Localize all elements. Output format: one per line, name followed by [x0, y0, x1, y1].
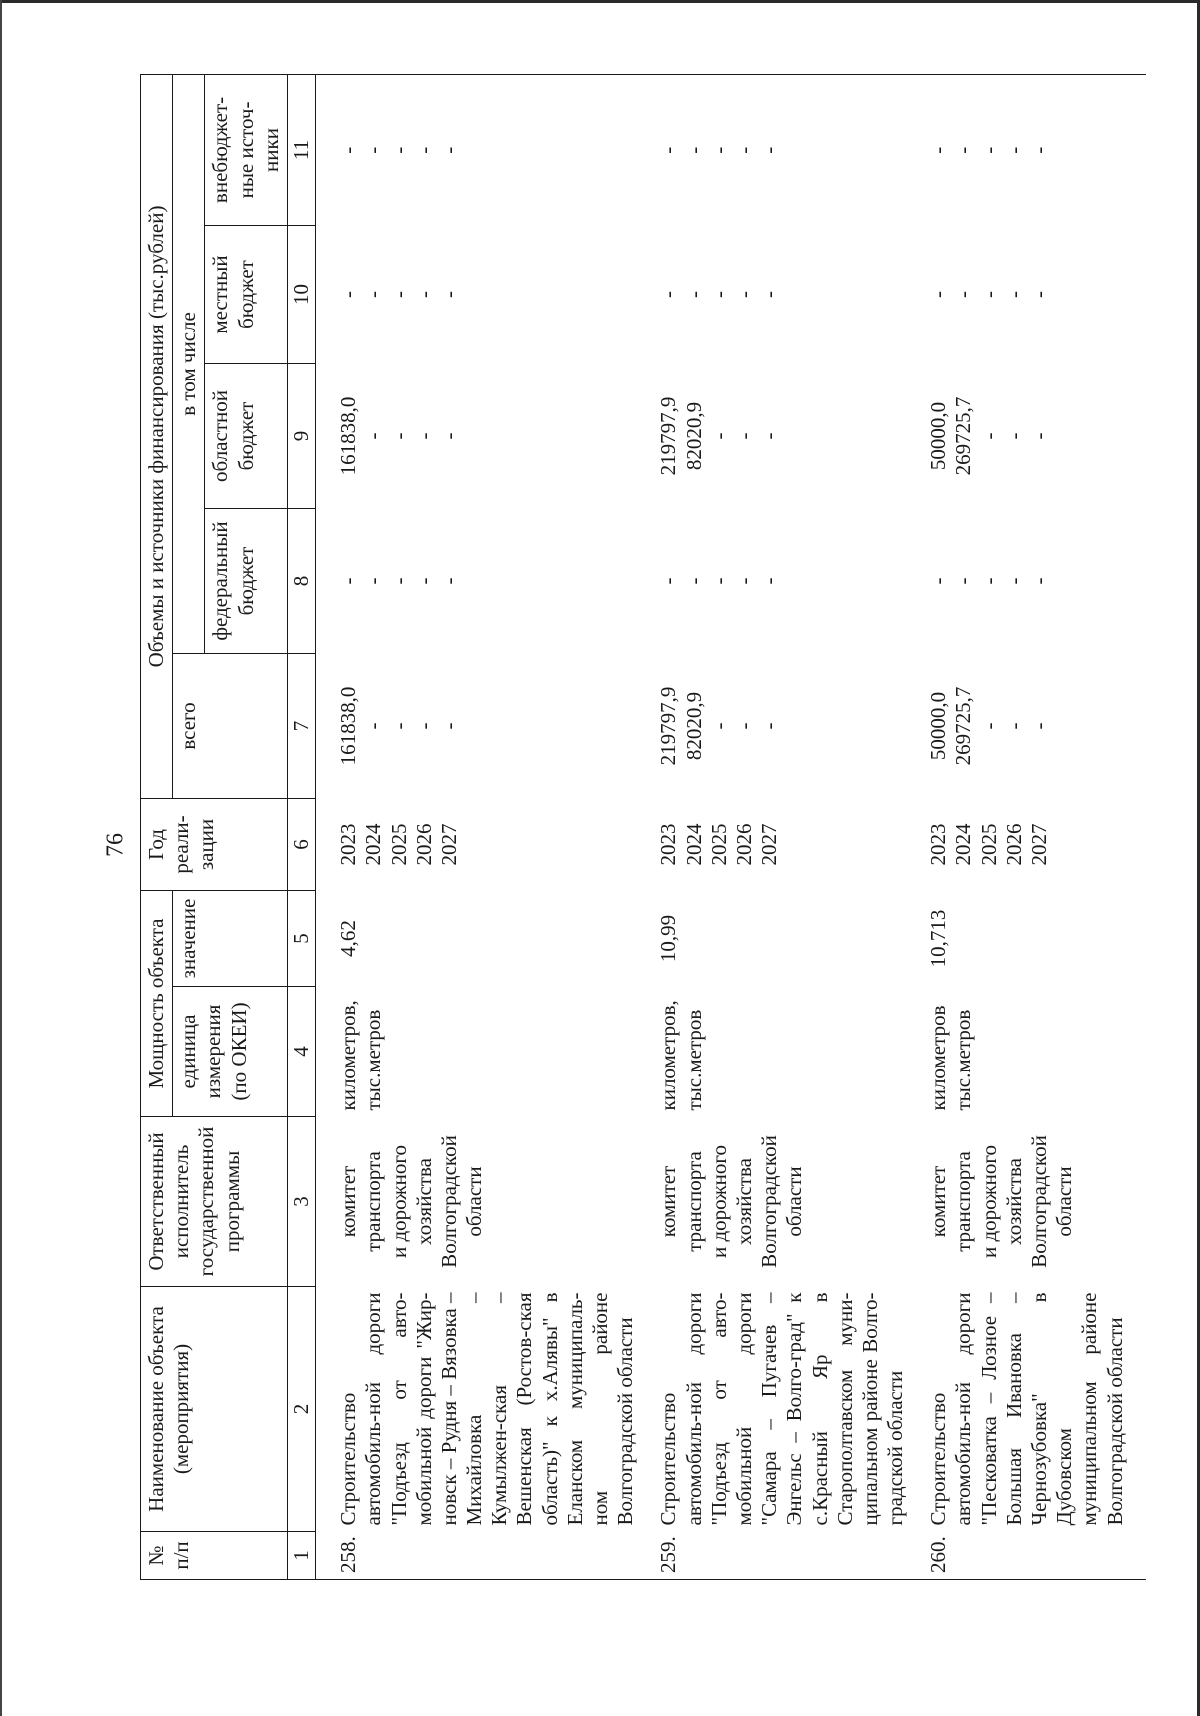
extra-value: - [706, 146, 731, 154]
column-number: 2 [287, 1287, 315, 1532]
extra-value: - [386, 146, 411, 154]
local-cell [926, 226, 1146, 364]
capacity-value: 10,713 [926, 909, 951, 968]
total-value: - [411, 722, 436, 730]
extra-value: - [731, 146, 756, 154]
header-including: в том числе [173, 74, 205, 653]
capacity-unit: километров, тыс.метров [656, 1000, 706, 1111]
column-number: 4 [287, 987, 315, 1117]
scan-edge-left [0, 0, 2, 1716]
regional-value: - [706, 432, 731, 440]
column-number: 10 [287, 226, 315, 364]
header-unit: единица измерения (по ОКЕИ) [173, 987, 288, 1117]
column-number: 1 [287, 1532, 315, 1580]
years-cell [316, 799, 657, 891]
executor: комитет транспорта и дорожного хозяйства Волгоградской области [656, 1135, 807, 1268]
year-value: 2026 [731, 823, 756, 866]
federal-value: - [926, 577, 951, 585]
extra-cell [316, 74, 657, 225]
federal-value: - [681, 577, 706, 585]
total-value: - [1027, 722, 1051, 730]
federal-cell [656, 509, 926, 654]
row-number: 258. [316, 1532, 657, 1580]
regional-value: 161838,0 [336, 396, 361, 476]
financing-table [140, 74, 1146, 1580]
capacity-unit: километров тыс.метров [926, 1005, 976, 1111]
column-number: 9 [287, 364, 315, 509]
year-value: 2024 [361, 823, 386, 866]
executor: комитет транспорта и дорожного хозяйства Волгоградской области [926, 1135, 1077, 1268]
total-value: - [731, 722, 756, 730]
object-name: Строительство автомобиль-ной дороги "Подъезд от авто-мобильной дороги "Жир-новск – Рудня – Вязовка – Михайловка – Кумылжен-ская – Вешенская (Ростов-ская область)" к х.Алявы" в Еланском муниципаль-ном районе Волгоградской области [336, 1292, 638, 1526]
column-number: 8 [287, 509, 315, 654]
local-cell [316, 226, 657, 364]
year-value: 2027 [1027, 823, 1051, 866]
header-financing: Объемы и источники финансирования (тыс.рублей) [141, 74, 173, 798]
year-value: 2026 [1001, 823, 1026, 866]
year-value: 2023 [336, 823, 361, 866]
federal-value: - [731, 577, 756, 585]
header-no: № п/п [141, 1532, 288, 1580]
year-value: 2025 [976, 823, 1001, 866]
header-capacity: Мощность объекта [141, 891, 173, 1117]
column-number: 11 [287, 74, 315, 225]
row-number: 259. [656, 1532, 926, 1580]
total-value: 161838,0 [336, 686, 361, 766]
total-cell [316, 654, 657, 799]
total-cell [926, 654, 1146, 799]
capacity-value: 4,62 [336, 920, 361, 957]
header-regional: областной бюджет [205, 364, 288, 509]
total-value: 50000,0 [926, 691, 951, 761]
total-value: - [386, 722, 411, 730]
total-value: - [436, 722, 461, 730]
local-value: - [1001, 291, 1026, 298]
extra-cell [926, 74, 1146, 225]
local-value: - [926, 291, 951, 298]
local-value: - [951, 291, 976, 298]
local-value: - [757, 291, 782, 298]
header-year: Год реали- зации [141, 799, 288, 891]
page-number: 76 [102, 833, 129, 857]
column-number: 5 [287, 891, 315, 987]
regional-value: - [1027, 432, 1051, 440]
local-value: - [436, 291, 461, 298]
capacity-unit: километров, тыс.метров [336, 1000, 386, 1111]
federal-cell [316, 509, 657, 654]
local-value: - [336, 291, 361, 298]
object-name: Строительство автомобиль-ной дороги "Подъезд от авто-мобильной дороги "Самара – Пугачев – Энгельс – Волго-град" к с.Красный Яр в Старополтавском муни-ципальном районе Волго-градской области [656, 1292, 908, 1526]
executor: комитет транспорта и дорожного хозяйства Волгоградской области [336, 1135, 487, 1268]
table-row [656, 74, 926, 1579]
rotated-table-wrapper [140, 75, 1200, 1580]
federal-value: - [951, 577, 976, 585]
federal-cell [926, 509, 1146, 654]
table-header [141, 74, 316, 1579]
column-number-row [287, 74, 315, 1579]
federal-value: - [436, 577, 461, 585]
federal-value: - [757, 577, 782, 585]
local-value: - [411, 291, 436, 298]
local-value: - [731, 291, 756, 298]
total-value: - [1001, 722, 1026, 730]
year-value: 2026 [411, 823, 436, 866]
year-value: 2024 [681, 823, 706, 866]
header-federal: федеральный бюджет [205, 509, 288, 654]
total-value: 219797,9 [656, 686, 681, 766]
total-value: 82020,9 [681, 691, 706, 761]
federal-value: - [336, 577, 361, 585]
extra-value: - [951, 146, 976, 154]
regional-cell [656, 364, 926, 509]
federal-value: - [411, 577, 436, 585]
year-value: 2023 [926, 823, 951, 866]
year-value: 2025 [706, 823, 731, 866]
scan-edge-top [0, 0, 1200, 3]
local-value: - [386, 291, 411, 298]
federal-value: - [386, 577, 411, 585]
regional-value: - [411, 432, 436, 440]
local-value: - [361, 291, 386, 298]
header-value: значение [173, 891, 288, 987]
local-cell [656, 226, 926, 364]
extra-value: - [1027, 146, 1051, 154]
regional-value: 219797,9 [656, 396, 681, 476]
regional-value: 50000,0 [926, 401, 951, 471]
extra-cell [656, 74, 926, 225]
regional-value: - [436, 432, 461, 440]
header-extra: внебюджет- ные источ- ники [205, 74, 288, 225]
total-value: - [757, 722, 782, 730]
federal-value: - [656, 577, 681, 585]
extra-value: - [926, 146, 951, 154]
column-number: 7 [287, 654, 315, 799]
extra-value: - [361, 146, 386, 154]
row-number: 260. [926, 1532, 1146, 1580]
federal-value: - [976, 577, 1001, 585]
local-value: - [976, 291, 1001, 298]
local-value: - [1027, 291, 1051, 298]
year-value: 2027 [757, 823, 782, 866]
year-value: 2025 [386, 823, 411, 866]
regional-value: - [361, 432, 386, 440]
header-executor: Ответственный исполнитель государственной программы [141, 1117, 288, 1287]
regional-cell [926, 364, 1146, 509]
total-value: - [361, 722, 386, 730]
extra-value: - [681, 146, 706, 154]
total-value: 269725,7 [951, 686, 976, 766]
object-name: Строительство автомобиль-ной дороги "Песковатка – Лозное – Большая Ивановка – Чернозубовка" в Дубовском муниципальном районе Волгоградской области [926, 1292, 1127, 1526]
regional-cell [316, 364, 657, 509]
extra-value: - [411, 146, 436, 154]
extra-value: - [656, 146, 681, 154]
extra-value: - [1001, 146, 1026, 154]
year-value: 2027 [436, 823, 461, 866]
federal-value: - [361, 577, 386, 585]
total-value: - [976, 722, 1001, 730]
extra-value: - [336, 146, 361, 154]
years-cell [926, 799, 1146, 891]
header-total: всего [173, 654, 288, 799]
years-cell [656, 799, 926, 891]
regional-value: - [757, 432, 782, 440]
year-value: 2024 [951, 823, 976, 866]
total-value: - [706, 722, 731, 730]
regional-value: - [386, 432, 411, 440]
extra-value: - [757, 146, 782, 154]
column-number: 6 [287, 799, 315, 891]
local-value: - [706, 291, 731, 298]
local-value: - [681, 291, 706, 298]
extra-value: - [436, 146, 461, 154]
federal-value: - [706, 577, 731, 585]
extra-value: - [976, 146, 1001, 154]
year-value: 2023 [656, 823, 681, 866]
header-name: Наименование объекта (мероприятия) [141, 1287, 288, 1532]
regional-value: - [731, 432, 756, 440]
regional-value: 269725,7 [951, 396, 976, 476]
regional-value: - [976, 432, 1001, 440]
regional-value: - [1001, 432, 1026, 440]
header-local: местный бюджет [205, 226, 288, 364]
federal-value: - [1001, 577, 1026, 585]
regional-value: 82020,9 [681, 401, 706, 471]
capacity-value: 10,99 [656, 914, 681, 963]
column-number: 3 [287, 1117, 315, 1287]
table-row [926, 74, 1146, 1579]
local-value: - [656, 291, 681, 298]
table-body [316, 74, 1146, 1579]
total-cell [656, 654, 926, 799]
table-row [316, 74, 657, 1579]
federal-value: - [1027, 577, 1051, 585]
